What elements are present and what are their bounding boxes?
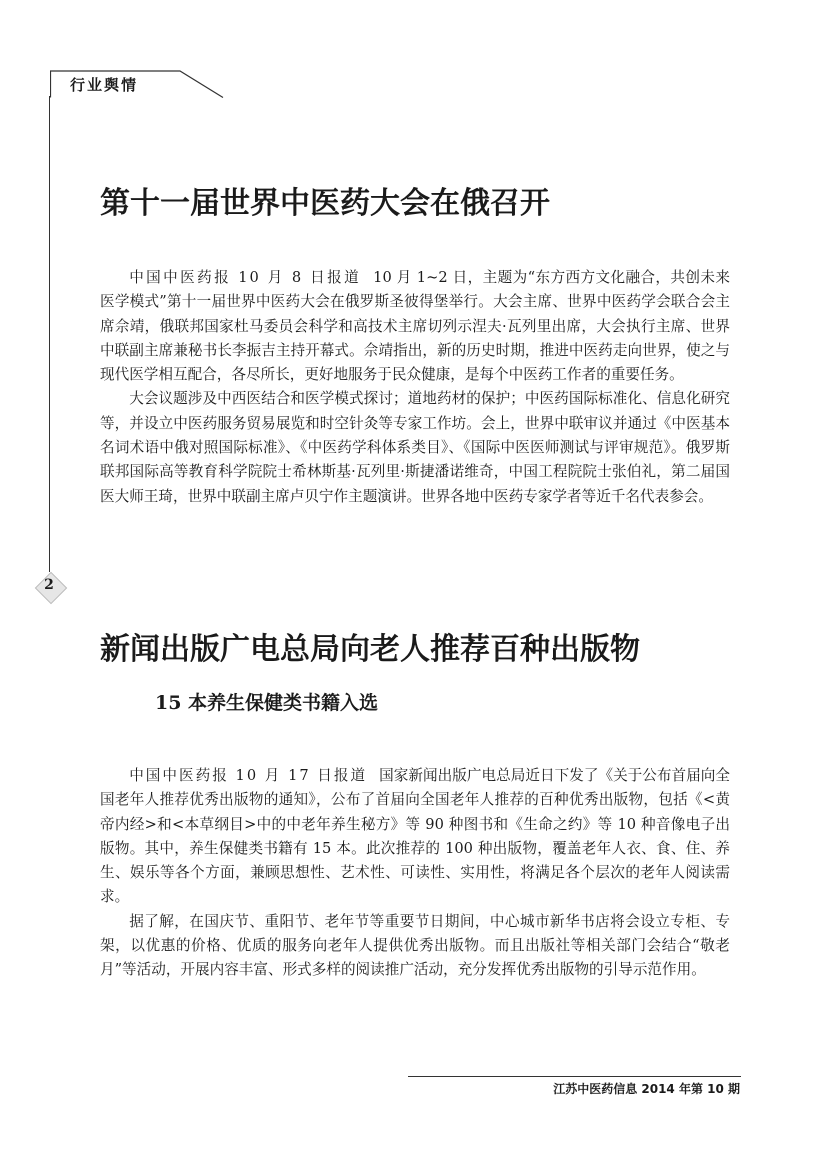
article-2-title: 新闻出版广电总局向老人推荐百种出版物 (100, 632, 640, 667)
article-2-paragraph-1-text: 国家新闻出版广电总局近日下发了《关于公布首届向全国老年人推荐优秀出版物的通知》，公布了首届向全国老年人推荐的百种优秀出版物，包括《<黄帝内经>和<本草纲目>中的中老年养生秘方》等 90 种图书和《生命之约》等 10 种音像电子出版物。其中，养生保健类书籍有 15 本。此次推荐的 100 种出版物，覆盖老年人衣、食、住、养生、娱乐等各个方面，兼顾思想性、艺术性、可读性、实用性，将满足各个层次的老年人阅读需求。 (100, 767, 730, 906)
section-tab (50, 70, 225, 98)
section-label: 行业舆情 (70, 76, 139, 94)
article-1-dateline: 中国中医药报 10 月 8 日报道 (129, 269, 362, 286)
article-2-paragraph (100, 764, 730, 910)
page-number: 2 (44, 577, 54, 593)
margin-rule (49, 96, 50, 572)
article-1-paragraph-2: 大会议题涉及中西医结合和医学模式探讨；道地药材的保护；中医药国际标准化、信息化研究等，并设立中医药服务贸易展览和时空针灸等专家工作坊。会上，世界中联审议并通过《中医基本名词术语中俄对照国际标准》、《中医药学科体系类目》、《国际中医医师测试与评审规范》。俄罗斯联邦国际高等教育科学院院士希林斯基·瓦列里·斯捷潘诺维奇，中国工程院院士张伯礼，第二届国医大师王琦，世界中联副主席卢贝宁作主题演讲。世界各地中医药专家学者等近千名代表参会。 (100, 390, 730, 505)
footer-publication: 江苏中医药信息 2014 年第 10 期 (553, 1082, 740, 1096)
article-2-body (100, 764, 730, 983)
article-1-title: 第十一届世界中医药大会在俄召开 (100, 186, 550, 221)
article-2-dateline: 中国中医药报 10 月 17 日报道 (129, 767, 368, 784)
article-2-paragraph-2: 据了解，在国庆节、重阳节、老年节等重要节日期间，中心城市新华书店将会设立专柜、专架，以优惠的价格、优质的服务向老年人提供优秀出版物。而且出版社等相关部门会结合“敬老月”等活动，开展内容丰富、形式多样的阅读推广活动，充分发挥优秀出版物的引导示范作用。 (100, 912, 730, 979)
article-2-subtitle: 15 本养生保健类书籍入选 (155, 692, 379, 714)
article-1-paragraph-1-text: 10 月 1~2 日，主题为“东方西方文化融合，共创未来医学模式”第十一届世界中医药大会在俄罗斯圣彼得堡举行。大会主席、世界中医药学会联合会主席佘靖，俄联邦国家杜马委员会科学和高技术主席切列示涅夫·瓦列里出席，大会执行主席、世界中联副主席兼秘书长李振吉主持开幕式。佘靖指出，新的历史时期，推进中医药走向世界，使之与现代医学相互配合，各尽所长，更好地服务于民众健康，是每个中医药工作者的重要任务。 (100, 269, 730, 384)
article-1-body (100, 266, 730, 509)
article-1-paragraph (100, 266, 730, 387)
footer-rule (408, 1076, 741, 1077)
